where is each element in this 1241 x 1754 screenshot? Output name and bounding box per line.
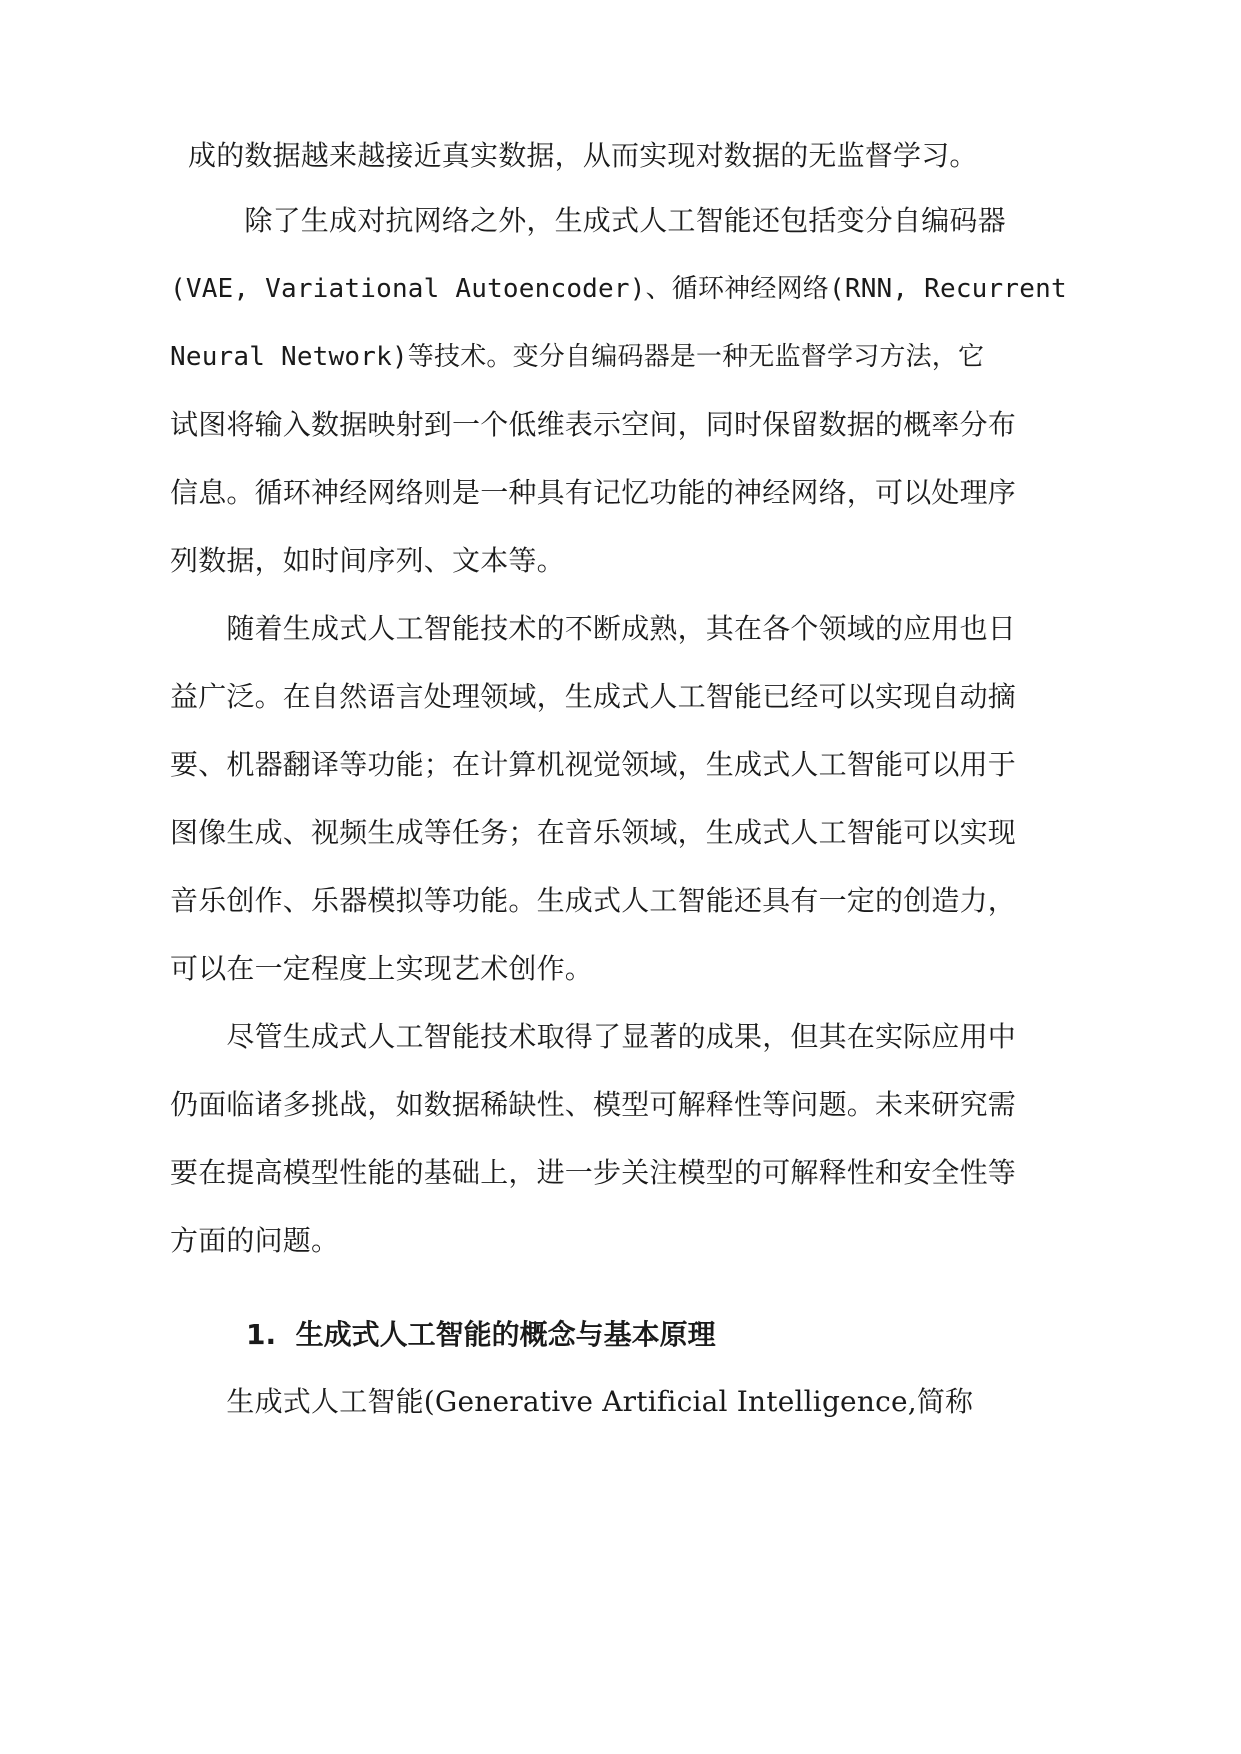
text-line: 仍面临诸多挑战，如数据稀缺性、模型可解释性等问题。未来研究需 (170, 1088, 1017, 1121)
text-line: 列数据，如时间序列、文本等。 (170, 544, 565, 577)
text-line: 除了生成对抗网络之外，生成式人工智能还包括变分自编码器 (188, 204, 1006, 237)
text-line: 音乐创作、乐器模拟等功能。生成式人工智能还具有一定的创造力， (170, 884, 1017, 917)
text-line: 成的数据越来越接近真实数据，从而实现对数据的无监督学习。 (188, 139, 978, 172)
text-line: 益广泛。在自然语言处理领域，生成式人工智能已经可以实现自动摘 (170, 680, 1017, 713)
text-line: 生成式人工智能(Generative Artificial Intelligence,简称 (170, 1385, 974, 1418)
text-line: Neural Network)等技术。变分自编码器是一种无监督学习方法，它 (170, 342, 985, 372)
text-line: 图像生成、视频生成等任务；在音乐领域，生成式人工智能可以实现 (170, 816, 1017, 849)
text-line: 要在提高模型性能的基础上，进一步关注模型的可解释性和安全性等 (170, 1156, 1017, 1189)
text-line: 要、机器翻译等功能；在计算机视觉领域，生成式人工智能可以用于 (170, 748, 1017, 781)
text-line: 信息。循环神经网络则是一种具有记忆功能的神经网络，可以处理序 (170, 476, 1017, 509)
text-line: 随着生成式人工智能技术的不断成熟，其在各个领域的应用也日 (170, 612, 1017, 645)
text-line: 方面的问题。 (170, 1224, 340, 1257)
text-line: 尽管生成式人工智能技术取得了显著的成果，但其在实际应用中 (170, 1020, 1017, 1053)
text-line: (VAE, Variational Autoencoder)、循环神经网络(RNN, Recurrent (170, 274, 1067, 304)
section-heading: 1. 生成式人工智能的概念与基本原理 (246, 1318, 716, 1351)
text-line: 可以在一定程度上实现艺术创作。 (170, 952, 594, 985)
text-line: 试图将输入数据映射到一个低维表示空间，同时保留数据的概率分布 (170, 408, 1017, 441)
